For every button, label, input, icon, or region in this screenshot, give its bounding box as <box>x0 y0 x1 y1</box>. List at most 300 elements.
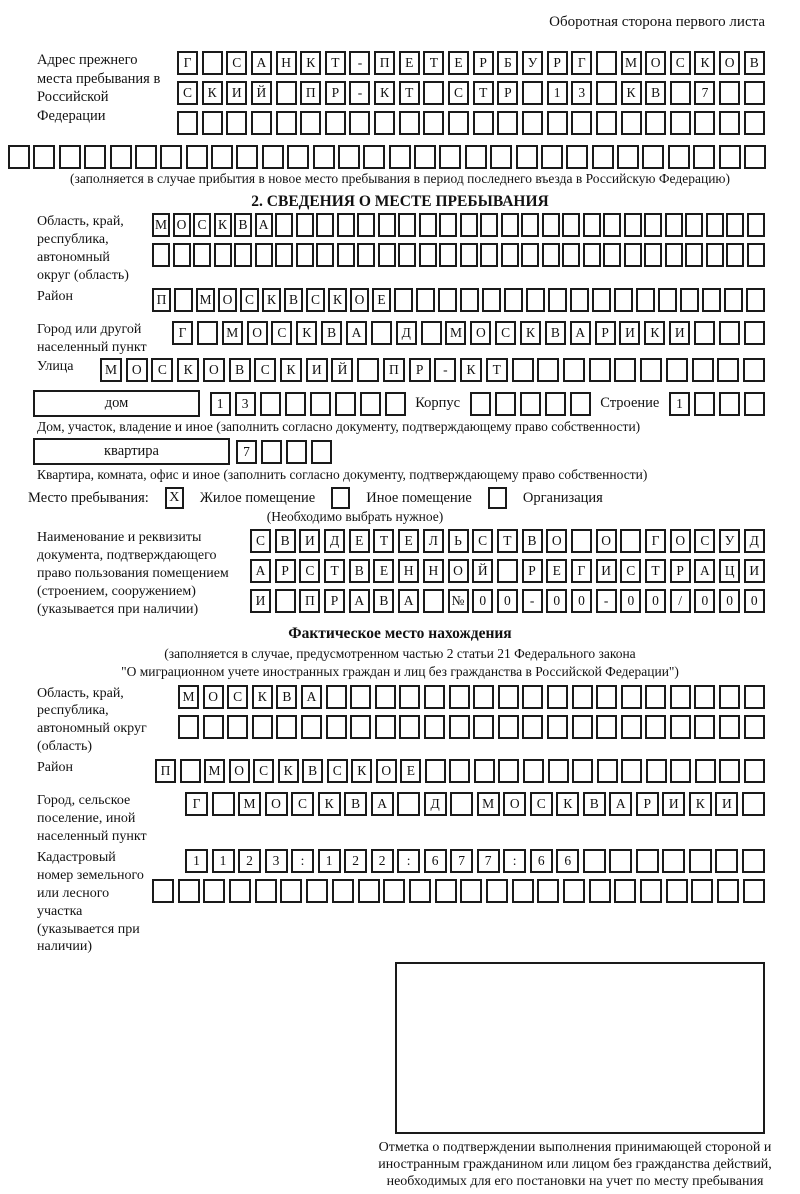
char-box[interactable]: О <box>719 51 740 75</box>
char-box[interactable]: О <box>203 358 225 382</box>
char-box[interactable] <box>275 589 296 613</box>
char-box[interactable]: П <box>383 358 405 382</box>
char-box[interactable] <box>744 145 766 169</box>
char-box[interactable] <box>486 879 508 903</box>
char-box[interactable]: Е <box>546 559 567 583</box>
char-box[interactable] <box>197 321 218 345</box>
char-box[interactable]: О <box>350 288 369 312</box>
char-box[interactable] <box>448 111 469 135</box>
char-box[interactable]: Т <box>423 51 444 75</box>
char-box[interactable]: С <box>253 759 274 783</box>
char-box[interactable]: 0 <box>719 589 740 613</box>
char-box[interactable]: С <box>177 81 198 105</box>
char-box[interactable] <box>572 759 593 783</box>
char-box[interactable]: Р <box>325 81 346 105</box>
char-box[interactable]: С <box>226 51 247 75</box>
char-box[interactable] <box>583 849 606 873</box>
char-box[interactable] <box>357 213 375 237</box>
char-box[interactable] <box>84 145 106 169</box>
char-box[interactable] <box>693 145 715 169</box>
char-box[interactable] <box>523 759 544 783</box>
char-box[interactable] <box>236 145 258 169</box>
char-box[interactable]: 6 <box>556 849 579 873</box>
char-box[interactable] <box>537 879 559 903</box>
char-box[interactable] <box>744 392 765 416</box>
char-box[interactable]: Т <box>325 51 346 75</box>
char-box[interactable] <box>541 145 563 169</box>
char-box[interactable]: - <box>349 81 370 105</box>
char-box[interactable]: : <box>503 849 526 873</box>
char-box[interactable] <box>715 849 738 873</box>
char-box[interactable] <box>449 759 470 783</box>
char-box[interactable] <box>421 321 442 345</box>
char-box[interactable] <box>474 759 495 783</box>
char-box[interactable] <box>596 111 617 135</box>
char-box[interactable] <box>670 715 691 739</box>
char-box[interactable]: Т <box>473 81 494 105</box>
char-box[interactable]: С <box>306 288 325 312</box>
char-box[interactable] <box>583 213 601 237</box>
char-box[interactable] <box>374 111 395 135</box>
char-box[interactable]: Г <box>172 321 193 345</box>
char-box[interactable]: Т <box>324 559 345 583</box>
char-box[interactable] <box>685 243 703 267</box>
char-box[interactable] <box>603 243 621 267</box>
char-box[interactable] <box>665 243 683 267</box>
char-box[interactable]: Т <box>373 529 394 553</box>
char-box[interactable]: 7 <box>477 849 500 873</box>
char-box[interactable] <box>691 879 713 903</box>
char-box[interactable]: У <box>522 51 543 75</box>
char-box[interactable]: 7 <box>694 81 715 105</box>
char-box[interactable]: 1 <box>669 392 690 416</box>
char-box[interactable] <box>512 879 534 903</box>
char-box[interactable]: Б <box>497 51 518 75</box>
char-box[interactable]: О <box>203 685 224 709</box>
char-box[interactable] <box>490 145 512 169</box>
char-box[interactable]: Е <box>372 288 391 312</box>
char-box[interactable]: К <box>296 321 317 345</box>
char-box[interactable] <box>280 879 302 903</box>
char-box[interactable]: С <box>620 559 641 583</box>
char-box[interactable] <box>397 792 420 816</box>
char-box[interactable]: М <box>152 213 170 237</box>
char-box[interactable]: Р <box>595 321 616 345</box>
char-box[interactable]: С <box>299 559 320 583</box>
char-box[interactable]: 1 <box>185 849 208 873</box>
char-box[interactable] <box>694 321 715 345</box>
stay-type-checkbox-zhiloe[interactable]: X <box>165 487 184 509</box>
char-box[interactable]: В <box>344 792 367 816</box>
char-box[interactable] <box>680 288 699 312</box>
char-box[interactable] <box>548 288 567 312</box>
char-box[interactable]: И <box>669 321 690 345</box>
char-box[interactable] <box>59 145 81 169</box>
char-box[interactable] <box>306 879 328 903</box>
char-box[interactable] <box>255 243 273 267</box>
char-box[interactable]: М <box>222 321 243 345</box>
char-box[interactable] <box>193 243 211 267</box>
char-box[interactable]: М <box>100 358 122 382</box>
char-box[interactable]: Е <box>399 51 420 75</box>
char-box[interactable]: 0 <box>571 589 592 613</box>
char-box[interactable] <box>349 111 370 135</box>
char-box[interactable] <box>338 145 360 169</box>
char-box[interactable] <box>423 589 444 613</box>
char-box[interactable] <box>357 243 375 267</box>
char-box[interactable]: : <box>397 849 420 873</box>
char-box[interactable]: В <box>522 529 543 553</box>
char-box[interactable]: М <box>238 792 261 816</box>
char-box[interactable]: С <box>530 792 553 816</box>
char-box[interactable] <box>526 288 545 312</box>
char-box[interactable]: У <box>719 529 740 553</box>
char-box[interactable] <box>202 51 223 75</box>
char-box[interactable]: С <box>694 529 715 553</box>
char-box[interactable]: К <box>374 81 395 105</box>
char-box[interactable]: К <box>214 213 232 237</box>
char-box[interactable]: 6 <box>530 849 553 873</box>
char-box[interactable] <box>562 213 580 237</box>
char-box[interactable] <box>398 213 416 237</box>
char-box[interactable] <box>621 759 642 783</box>
char-box[interactable] <box>542 243 560 267</box>
char-box[interactable]: К <box>689 792 712 816</box>
char-box[interactable]: О <box>470 321 491 345</box>
char-box[interactable]: И <box>744 559 765 583</box>
char-box[interactable] <box>389 145 411 169</box>
char-box[interactable] <box>562 243 580 267</box>
char-box[interactable] <box>473 715 494 739</box>
char-box[interactable] <box>614 879 636 903</box>
char-box[interactable] <box>706 213 724 237</box>
char-box[interactable]: Р <box>275 559 296 583</box>
char-box[interactable]: В <box>349 559 370 583</box>
char-box[interactable]: Т <box>399 81 420 105</box>
char-box[interactable] <box>694 111 715 135</box>
char-box[interactable]: С <box>254 358 276 382</box>
char-box[interactable] <box>398 243 416 267</box>
char-box[interactable] <box>229 879 251 903</box>
char-box[interactable] <box>609 849 632 873</box>
char-box[interactable] <box>394 288 413 312</box>
char-box[interactable]: В <box>276 685 297 709</box>
char-box[interactable] <box>548 759 569 783</box>
char-box[interactable] <box>624 213 642 237</box>
char-box[interactable] <box>316 243 334 267</box>
char-box[interactable] <box>498 715 519 739</box>
char-box[interactable]: И <box>226 81 247 105</box>
char-box[interactable]: Ь <box>448 529 469 553</box>
char-box[interactable] <box>234 243 252 267</box>
char-box[interactable] <box>460 243 478 267</box>
char-box[interactable] <box>501 213 519 237</box>
char-box[interactable]: К <box>556 792 579 816</box>
char-box[interactable]: 0 <box>744 589 765 613</box>
char-box[interactable] <box>325 111 346 135</box>
char-box[interactable]: В <box>302 759 323 783</box>
char-box[interactable]: Г <box>645 529 666 553</box>
char-box[interactable] <box>597 759 618 783</box>
char-box[interactable]: К <box>520 321 541 345</box>
char-box[interactable]: Р <box>324 589 345 613</box>
char-box[interactable] <box>497 559 518 583</box>
char-box[interactable] <box>744 81 765 105</box>
char-box[interactable]: Е <box>400 759 421 783</box>
char-box[interactable]: Д <box>744 529 765 553</box>
char-box[interactable] <box>571 111 592 135</box>
char-box[interactable] <box>522 111 543 135</box>
char-box[interactable]: 0 <box>645 589 666 613</box>
char-box[interactable]: Р <box>473 51 494 75</box>
char-box[interactable]: В <box>321 321 342 345</box>
char-box[interactable] <box>570 392 591 416</box>
char-box[interactable]: К <box>328 288 347 312</box>
char-box[interactable] <box>211 145 233 169</box>
char-box[interactable] <box>504 288 523 312</box>
char-box[interactable]: К <box>318 792 341 816</box>
char-box[interactable] <box>473 111 494 135</box>
char-box[interactable] <box>547 715 568 739</box>
char-box[interactable] <box>227 715 248 739</box>
char-box[interactable] <box>692 358 714 382</box>
char-box[interactable] <box>313 145 335 169</box>
char-box[interactable]: Т <box>645 559 666 583</box>
char-box[interactable] <box>726 243 744 267</box>
char-box[interactable] <box>706 243 724 267</box>
char-box[interactable] <box>596 51 617 75</box>
char-box[interactable] <box>414 145 436 169</box>
char-box[interactable] <box>719 81 740 105</box>
char-box[interactable]: Г <box>571 51 592 75</box>
char-box[interactable] <box>572 715 593 739</box>
char-box[interactable] <box>592 145 614 169</box>
char-box[interactable] <box>419 243 437 267</box>
char-box[interactable]: Р <box>670 559 691 583</box>
char-box[interactable] <box>310 392 331 416</box>
char-box[interactable] <box>378 243 396 267</box>
char-box[interactable] <box>177 111 198 135</box>
char-box[interactable] <box>719 392 740 416</box>
char-box[interactable]: 2 <box>371 849 394 873</box>
char-box[interactable] <box>746 288 765 312</box>
char-box[interactable] <box>589 358 611 382</box>
char-box[interactable]: В <box>645 81 666 105</box>
char-box[interactable]: 6 <box>424 849 447 873</box>
char-box[interactable]: А <box>255 213 273 237</box>
char-box[interactable]: Р <box>497 81 518 105</box>
char-box[interactable]: О <box>448 559 469 583</box>
char-box[interactable] <box>275 213 293 237</box>
char-box[interactable] <box>640 879 662 903</box>
char-box[interactable] <box>666 879 688 903</box>
char-box[interactable] <box>614 358 636 382</box>
char-box[interactable] <box>702 288 721 312</box>
char-box[interactable] <box>596 685 617 709</box>
char-box[interactable] <box>152 879 174 903</box>
char-box[interactable] <box>658 288 677 312</box>
char-box[interactable] <box>501 243 519 267</box>
char-box[interactable] <box>719 145 741 169</box>
char-box[interactable]: О <box>596 529 617 553</box>
char-box[interactable] <box>416 288 435 312</box>
char-box[interactable] <box>646 759 667 783</box>
char-box[interactable]: И <box>596 559 617 583</box>
char-box[interactable] <box>326 715 347 739</box>
char-box[interactable] <box>724 288 743 312</box>
char-box[interactable]: 3 <box>265 849 288 873</box>
char-box[interactable]: С <box>448 81 469 105</box>
char-box[interactable] <box>642 145 664 169</box>
char-box[interactable]: О <box>173 213 191 237</box>
char-box[interactable]: Д <box>396 321 417 345</box>
char-box[interactable]: Р <box>547 51 568 75</box>
char-box[interactable]: Д <box>424 792 447 816</box>
char-box[interactable]: 0 <box>546 589 567 613</box>
char-box[interactable]: Г <box>177 51 198 75</box>
char-box[interactable]: К <box>177 358 199 382</box>
char-box[interactable]: К <box>252 685 273 709</box>
char-box[interactable]: К <box>278 759 299 783</box>
char-box[interactable] <box>180 759 201 783</box>
char-box[interactable] <box>460 879 482 903</box>
char-box[interactable]: 0 <box>620 589 641 613</box>
char-box[interactable]: Р <box>409 358 431 382</box>
char-box[interactable] <box>512 358 534 382</box>
char-box[interactable] <box>296 243 314 267</box>
char-box[interactable]: Н <box>423 559 444 583</box>
char-box[interactable]: - <box>596 589 617 613</box>
char-box[interactable]: 2 <box>344 849 367 873</box>
char-box[interactable] <box>522 81 543 105</box>
char-box[interactable] <box>360 392 381 416</box>
char-box[interactable]: 1 <box>212 849 235 873</box>
char-box[interactable] <box>596 715 617 739</box>
char-box[interactable]: 0 <box>497 589 518 613</box>
char-box[interactable] <box>744 111 765 135</box>
char-box[interactable]: 1 <box>318 849 341 873</box>
char-box[interactable] <box>636 849 659 873</box>
char-box[interactable] <box>286 440 307 464</box>
char-box[interactable] <box>516 145 538 169</box>
char-box[interactable] <box>596 81 617 105</box>
char-box[interactable]: К <box>694 51 715 75</box>
char-box[interactable]: П <box>152 288 171 312</box>
char-box[interactable]: П <box>155 759 176 783</box>
char-box[interactable]: - <box>434 358 456 382</box>
char-box[interactable]: С <box>670 51 691 75</box>
char-box[interactable]: / <box>670 589 691 613</box>
char-box[interactable]: Й <box>472 559 493 583</box>
char-box[interactable] <box>719 321 740 345</box>
char-box[interactable] <box>614 288 633 312</box>
char-box[interactable]: М <box>178 685 199 709</box>
char-box[interactable]: К <box>202 81 223 105</box>
char-box[interactable]: О <box>645 51 666 75</box>
char-box[interactable] <box>399 111 420 135</box>
char-box[interactable] <box>570 288 589 312</box>
char-box[interactable] <box>482 288 501 312</box>
char-box[interactable] <box>383 879 405 903</box>
char-box[interactable]: В <box>744 51 765 75</box>
char-box[interactable]: Е <box>448 51 469 75</box>
char-box[interactable] <box>689 849 712 873</box>
char-box[interactable]: А <box>301 685 322 709</box>
char-box[interactable] <box>214 243 232 267</box>
char-box[interactable] <box>424 685 445 709</box>
char-box[interactable] <box>423 111 444 135</box>
char-box[interactable] <box>644 243 662 267</box>
char-box[interactable]: К <box>262 288 281 312</box>
char-box[interactable]: С <box>227 685 248 709</box>
char-box[interactable] <box>226 111 247 135</box>
char-box[interactable] <box>571 529 592 553</box>
char-box[interactable] <box>537 358 559 382</box>
char-box[interactable]: О <box>126 358 148 382</box>
char-box[interactable] <box>385 392 406 416</box>
char-box[interactable]: К <box>280 358 302 382</box>
char-box[interactable] <box>670 759 691 783</box>
char-box[interactable] <box>589 879 611 903</box>
char-box[interactable] <box>152 243 170 267</box>
char-box[interactable] <box>358 879 380 903</box>
char-box[interactable]: В <box>284 288 303 312</box>
char-box[interactable] <box>399 715 420 739</box>
char-box[interactable] <box>173 243 191 267</box>
char-box[interactable] <box>439 243 457 267</box>
char-box[interactable]: № <box>448 589 469 613</box>
char-box[interactable] <box>450 792 473 816</box>
char-box[interactable]: М <box>204 759 225 783</box>
char-box[interactable]: К <box>644 321 665 345</box>
char-box[interactable] <box>438 288 457 312</box>
char-box[interactable] <box>449 685 470 709</box>
char-box[interactable] <box>332 879 354 903</box>
char-box[interactable]: И <box>299 529 320 553</box>
char-box[interactable] <box>617 145 639 169</box>
char-box[interactable] <box>747 213 765 237</box>
char-box[interactable] <box>545 392 566 416</box>
char-box[interactable]: С <box>495 321 516 345</box>
char-box[interactable]: 0 <box>694 589 715 613</box>
char-box[interactable] <box>212 792 235 816</box>
char-box[interactable]: О <box>265 792 288 816</box>
char-box[interactable] <box>719 111 740 135</box>
char-box[interactable] <box>110 145 132 169</box>
char-box[interactable] <box>719 685 740 709</box>
char-box[interactable] <box>592 288 611 312</box>
char-box[interactable] <box>498 759 519 783</box>
char-box[interactable] <box>694 685 715 709</box>
char-box[interactable]: Т <box>486 358 508 382</box>
char-box[interactable] <box>498 685 519 709</box>
char-box[interactable] <box>439 213 457 237</box>
char-box[interactable] <box>495 392 516 416</box>
char-box[interactable] <box>645 715 666 739</box>
char-box[interactable]: И <box>250 589 271 613</box>
char-box[interactable] <box>371 321 392 345</box>
char-box[interactable] <box>640 358 662 382</box>
char-box[interactable]: К <box>460 358 482 382</box>
char-box[interactable]: С <box>271 321 292 345</box>
char-box[interactable] <box>620 529 641 553</box>
char-box[interactable] <box>603 213 621 237</box>
char-box[interactable] <box>743 879 765 903</box>
char-box[interactable] <box>301 715 322 739</box>
char-box[interactable]: А <box>251 51 272 75</box>
char-box[interactable]: 7 <box>236 440 257 464</box>
char-box[interactable] <box>742 792 765 816</box>
